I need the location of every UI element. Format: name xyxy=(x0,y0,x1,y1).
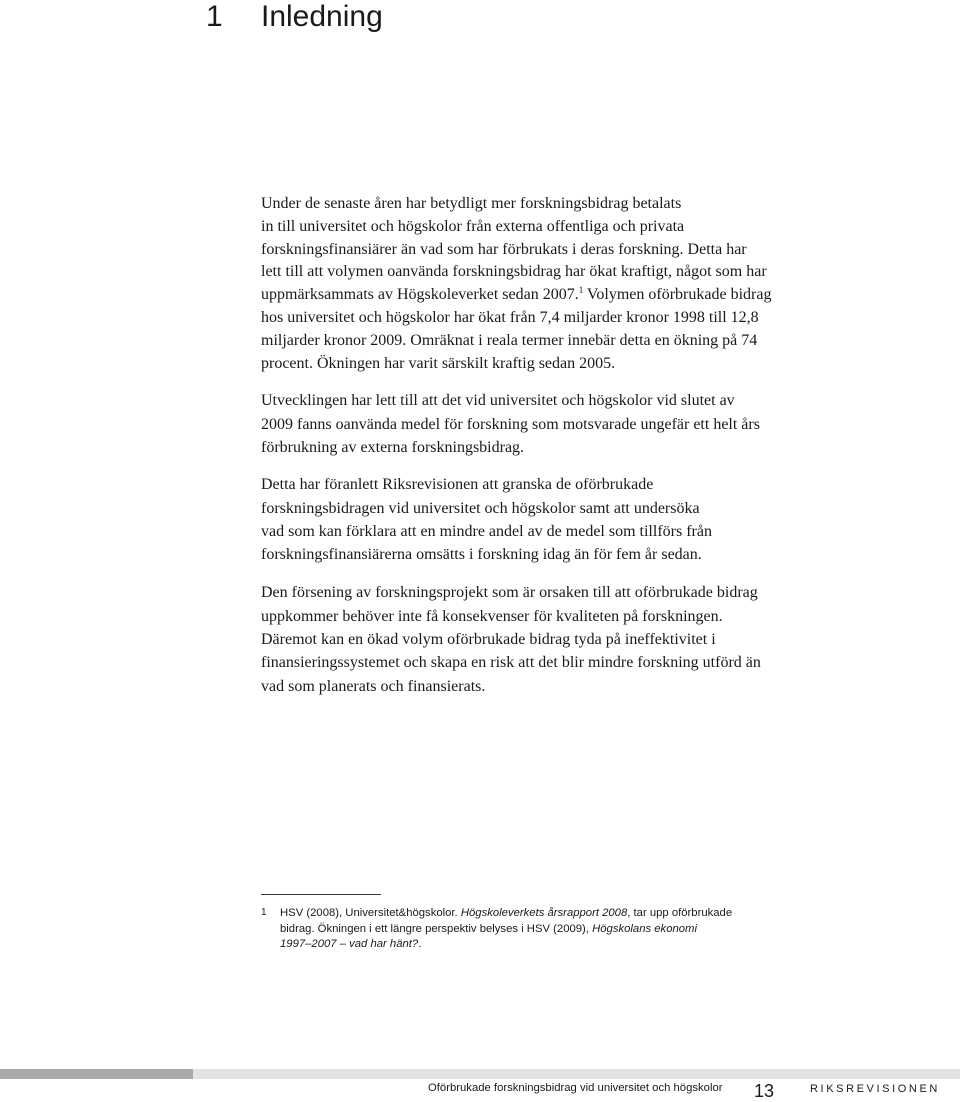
text-line: Detta har föranlett Riksrevisionen att granska de oförbrukade xyxy=(261,476,654,494)
footnote-citation-title: 1997–2007 – vad har hänt? xyxy=(280,938,419,950)
chapter-number: 1 xyxy=(206,0,223,33)
publisher-brand: RIKSREVISIONEN xyxy=(810,1083,940,1095)
text-line: Volymen oförbrukade bidrag xyxy=(583,286,772,304)
page-number: 13 xyxy=(754,1081,775,1101)
text-line: miljarder kronor 2009. Omräknat i reala termer innebär detta en ökning på 74 xyxy=(261,331,758,349)
text-line: uppkommer behöver inte få konsekvenser för kvaliteten på forskningen. xyxy=(261,607,723,625)
paragraph-3 xyxy=(261,473,921,566)
text-line: forskningsfinansiärer än vad som har förbrukats i deras forskning. Detta har xyxy=(261,240,747,258)
text-line: forskningsfinansiärerna omsätts i forskning idag än för fem år sedan. xyxy=(261,546,702,564)
text-line: Utvecklingen har lett till att det vid universitet och högskolor vid slutet av xyxy=(261,392,735,410)
footnote-number: 1 xyxy=(261,907,267,918)
footnote-reference[interactable]: 1 xyxy=(578,285,584,296)
text-line: lett till att volymen oanvända forskningsbidrag har ökat kraftigt, något som har xyxy=(261,263,767,281)
footnote-divider xyxy=(261,894,381,895)
text-line: finansieringssystemet och skapa en risk att det blir mindre forskning utförd än xyxy=(261,654,761,672)
chapter-heading xyxy=(0,0,600,34)
footnote-citation-title: Högskoleverkets årsrapport 2008 xyxy=(460,907,628,919)
text-line: Däremot kan en ökad volym oförbrukade bidrag tyda på ineffektivitet i xyxy=(261,631,716,649)
text-line: 2009 fanns oanvända medel för forskning som motsvarade ungefär ett helt års xyxy=(261,415,760,433)
running-footer-title: Oförbrukade forskningsbidrag vid universitet och högskolor xyxy=(428,1082,723,1094)
text-line: vad som planerats och finansierats. xyxy=(261,677,486,695)
paragraph-2 xyxy=(261,389,921,459)
footnote-text-part: bidrag. Ökningen i ett längre perspektiv belyses i HSV (2009), xyxy=(280,922,593,935)
chapter-title: Inledning xyxy=(261,0,383,33)
text-line: vad som kan förklara att en mindre andel av de medel som tillförs från xyxy=(261,522,712,540)
footnote-text xyxy=(280,906,801,953)
text-line: förbrukning av externa forskningsbidrag. xyxy=(261,438,525,456)
footnote-text-part: , tar upp oförbrukade xyxy=(627,907,733,919)
text-line: in till universitet och högskolor från externa offentliga och privata xyxy=(261,217,685,235)
text-line: hos universitet och högskolor har ökat från 7,4 miljarder kronor 1998 till 12,8 xyxy=(261,308,759,326)
text-line: uppmärksammats av Högskoleverket sedan 2007. xyxy=(261,286,579,304)
footnote-text-part: HSV (2008), Universitet&högskolor. xyxy=(280,907,461,919)
text-line: Den försening av forskningsprojekt som är orsaken till att oförbrukade bidrag xyxy=(261,584,758,602)
footer-band-dark xyxy=(0,1069,193,1079)
body-text xyxy=(261,193,921,698)
text-line: Under de senaste åren har betydligt mer forskningsbidrag betalats xyxy=(261,195,682,212)
text-line: procent. Ökningen har varit särskilt kraftig sedan 2005. xyxy=(261,354,616,372)
footnote-citation-title: Högskolans ekonomi xyxy=(592,922,697,935)
paragraph-1 xyxy=(261,193,921,375)
text-line: forskningsbidragen vid universitet och högskolor samt att undersöka xyxy=(261,499,700,517)
footnote-text-part: . xyxy=(418,938,422,950)
footer-band-light xyxy=(193,1069,960,1079)
paragraph-4 xyxy=(261,581,921,697)
footnote xyxy=(261,906,801,953)
